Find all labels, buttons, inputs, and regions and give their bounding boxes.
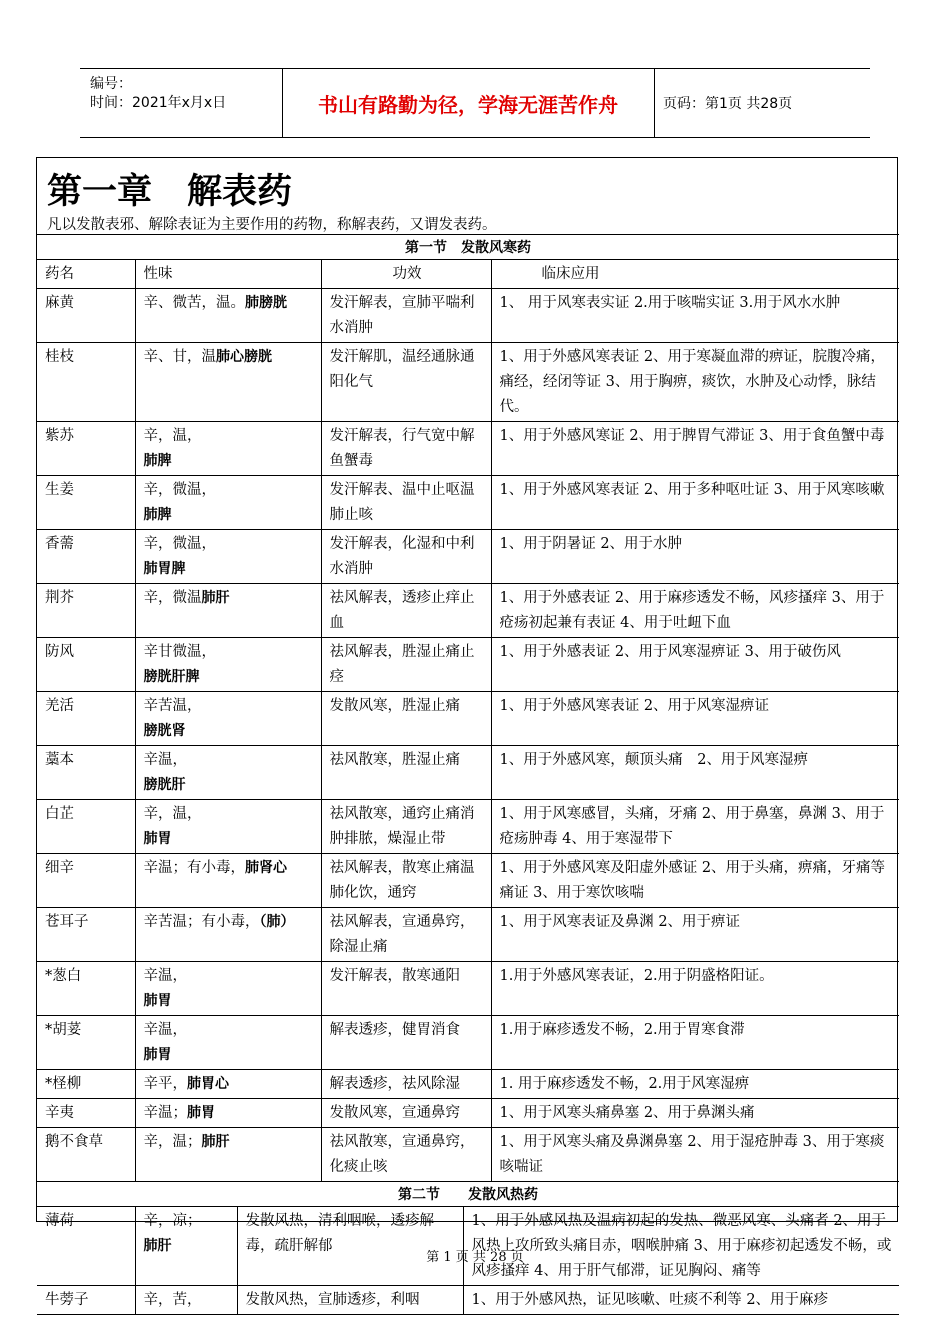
herb-taste: 辛温， <box>143 752 187 768</box>
herb-taste: 辛苦温， <box>143 698 202 714</box>
header-page-label: 页码：第1页 共28页 <box>663 96 793 112</box>
herb-name: 苍耳子 <box>37 908 135 962</box>
herb-effect: 解表透疹，健胃消食 <box>321 1016 491 1070</box>
table-row <box>37 1128 899 1182</box>
herb-taste-meridian <box>135 1070 321 1099</box>
herb-meridian: 肺胃 <box>143 831 172 847</box>
herb-meridian: 肺膀胱 <box>245 295 287 311</box>
herb-usage: 1、用于风寒头痛鼻塞 2、用于鼻渊头痛 <box>491 1099 899 1128</box>
table-row <box>37 422 899 476</box>
herb-effect: 发散风寒，宣通鼻窍 <box>321 1099 491 1128</box>
herb-taste: 辛，微温， <box>143 536 216 552</box>
herb-taste-meridian <box>135 343 321 422</box>
herb-name: *胡荽 <box>37 1016 135 1070</box>
herb-taste: 辛，凉； <box>143 1213 202 1229</box>
herb-usage: 1、 用于风寒表实证 2.用于咳喘实证 3.用于风水水肿 <box>491 289 899 343</box>
table-row <box>37 746 899 800</box>
herb-taste-meridian <box>135 289 321 343</box>
herb-taste-meridian <box>135 800 321 854</box>
herb-taste: 辛，微温， <box>143 482 216 498</box>
page-footer: 第 1 页 共 28 页 <box>426 1250 524 1265</box>
herb-name: 防风 <box>37 638 135 692</box>
table-row <box>37 584 899 638</box>
herb-effect: 发汗解表，宣肺平喘利水消肿 <box>321 289 491 343</box>
herb-taste: 辛，温， <box>143 428 202 444</box>
table-row <box>37 854 899 908</box>
column-header: 功效 <box>321 260 491 289</box>
herb-taste-meridian <box>135 638 321 692</box>
herb-effect: 祛风解表，胜湿止痛止痉 <box>321 638 491 692</box>
herb-name: 荆芥 <box>37 584 135 638</box>
herb-usage: 1、用于外感表证 2、用于风寒湿痹证 3、用于破伤风 <box>491 638 899 692</box>
section2-title: 第二节 发散风热药 <box>37 1181 899 1207</box>
herb-taste-meridian <box>135 962 321 1016</box>
section1-title: 第一节 发散风寒药 <box>37 234 899 260</box>
herb-usage: 1、用于外感风热及温病初起的发热、微恶风寒、头痛者 2、用于风热上攻所致头痛目赤，咽喉肿痛 3、用于麻疹初起透发不畅，或风疹搔痒 4、用于肝气郁滞，证见胸闷、痛等 <box>463 1207 899 1286</box>
chapter-title: 第一章 解表药 <box>47 172 293 212</box>
herb-usage: 1、用于阴暑证 2、用于水肿 <box>491 530 899 584</box>
herb-effect: 发汗解肌，温经通脉通阳化气 <box>321 343 491 422</box>
table-header-row <box>37 260 899 289</box>
herb-taste: 辛甘微温， <box>143 644 216 660</box>
herb-effect: 发散风热，宣肺透疹，利咽 <box>237 1286 463 1315</box>
herb-meridian: 肺肝 <box>143 1238 172 1254</box>
herb-meridian: 肺心膀胱 <box>216 349 272 365</box>
herb-usage: 1、用于外感风寒表证 2、用于风寒湿痹证 <box>491 692 899 746</box>
table-row <box>37 1286 899 1315</box>
herb-taste: 辛、微苦，温。 <box>143 295 245 311</box>
herb-meridian: 肺脾 <box>143 453 172 469</box>
herb-effect: 祛风散寒，宣通鼻窍， 化痰止咳 <box>321 1128 491 1182</box>
herb-name: 鹅不食草 <box>37 1128 135 1182</box>
page-header <box>80 68 870 138</box>
herb-usage: 1、用于风寒头痛及鼻渊鼻塞 2、用于湿疮肿毒 3、用于寒痰咳喘证 <box>491 1128 899 1182</box>
table-row <box>37 343 899 422</box>
herb-effect: 发汗解表，散寒通阳 <box>321 962 491 1016</box>
table-row <box>37 1099 899 1128</box>
herb-taste: 辛温；有小毒， <box>143 860 245 876</box>
herb-meridian: 肺肾心 <box>245 860 287 876</box>
herb-taste-meridian <box>135 476 321 530</box>
herb-usage: 1.用于外感风寒表证，2.用于阴盛格阳证。 <box>491 962 899 1016</box>
herb-meridian: 肺脾 <box>143 507 172 523</box>
herb-meridian: 膀胱肝脾 <box>143 669 200 685</box>
table-row <box>37 962 899 1016</box>
herb-taste-meridian <box>135 1099 321 1128</box>
table-row <box>37 1016 899 1070</box>
table-row <box>37 908 899 962</box>
herb-usage: 1、用于外感风寒表证 2、用于寒凝血滞的痹证，脘腹冷痛，痛经，经闭等证 3、用于胸痹，痰饮，水肿及心动悸，脉结代。 <box>491 343 899 422</box>
herb-effect: 发汗解表，化湿和中利水消肿 <box>321 530 491 584</box>
herb-name: 藁本 <box>37 746 135 800</box>
herb-taste: 辛平， <box>143 1076 187 1092</box>
herb-name: 桂枝 <box>37 343 135 422</box>
table-row <box>37 289 899 343</box>
herb-name: *葱白 <box>37 962 135 1016</box>
herb-taste: 辛，温； <box>143 1134 202 1150</box>
herb-usage: 1、用于风寒感冒，头痛，牙痛 2、用于鼻塞，鼻渊 3、用于疮疡肿毒 4、用于寒湿带下 <box>491 800 899 854</box>
table-row <box>37 692 899 746</box>
herb-name: 细辛 <box>37 854 135 908</box>
herb-taste: 辛温； <box>143 1105 187 1121</box>
herb-name: 麻黄 <box>37 289 135 343</box>
herb-effect: 祛风解表，宣通鼻窍， 除湿止痛 <box>321 908 491 962</box>
section1-table <box>37 259 899 1182</box>
herb-meridian: 肺胃脾 <box>143 561 186 577</box>
herb-taste-meridian <box>135 854 321 908</box>
herb-meridian: 膀胱肝 <box>143 777 186 793</box>
herb-name: 辛夷 <box>37 1099 135 1128</box>
herb-usage: 1、用于风寒表证及鼻渊 2、用于痹证 <box>491 908 899 962</box>
herb-effect: 发散风寒，胜湿止痛 <box>321 692 491 746</box>
herb-taste-meridian <box>135 908 321 962</box>
herb-effect: 祛风散寒，通窍止痛消肿排脓，燥湿止带 <box>321 800 491 854</box>
herb-name: *柽柳 <box>37 1070 135 1099</box>
herb-name: 紫苏 <box>37 422 135 476</box>
herb-name: 香薷 <box>37 530 135 584</box>
herb-taste-meridian <box>135 1016 321 1070</box>
herb-usage: 1. 用于麻疹透发不畅，2.用于风寒湿痹 <box>491 1070 899 1099</box>
herb-name: 牛蒡子 <box>37 1286 135 1315</box>
herb-effect: 祛风散寒，胜湿止痛 <box>321 746 491 800</box>
herb-taste-meridian <box>135 746 321 800</box>
herb-taste: 辛温， <box>143 968 187 984</box>
herb-effect: 祛风解表，透疹止痒止血 <box>321 584 491 638</box>
herb-meridian: 肺肝 <box>201 1134 230 1150</box>
herb-meridian: （肺） <box>259 914 295 930</box>
herb-taste: 辛，温， <box>143 806 202 822</box>
chapter-intro: 凡以发散表邪、解除表证为主要作用的药物，称解表药，又谓发表药。 <box>47 217 497 233</box>
herb-name: 白芷 <box>37 800 135 854</box>
herb-meridian: 膀胱肾 <box>143 723 186 739</box>
herb-usage: 1.用于麻疹透发不畅，2.用于胃寒食滞 <box>491 1016 899 1070</box>
herb-taste-meridian <box>135 422 321 476</box>
column-header: 药名 <box>37 260 135 289</box>
herb-name: 生姜 <box>37 476 135 530</box>
herb-usage: 1、用于外感风寒证 2、用于脾胃气滞证 3、用于食鱼蟹中毒 <box>491 422 899 476</box>
herb-usage: 1、用于外感风热，证见咳嗽、吐痰不利等 2、用于麻疹 <box>463 1286 899 1315</box>
herb-name: 羌活 <box>37 692 135 746</box>
herb-usage: 1、用于外感表证 2、用于麻疹透发不畅，风疹搔痒 3、用于疮疡初起兼有表证 4、用于吐衄下血 <box>491 584 899 638</box>
herb-meridian: 肺胃 <box>187 1105 215 1121</box>
herb-taste: 辛、甘，温 <box>143 349 216 365</box>
herb-taste: 辛温， <box>143 1022 187 1038</box>
column-header: 临床应用 <box>491 260 899 289</box>
herb-usage: 1、用于外感风寒，颠顶头痛 2、用于风寒湿痹 <box>491 746 899 800</box>
herb-meridian: 肺胃 <box>143 993 172 1009</box>
table-row <box>37 1070 899 1099</box>
herb-taste-meridian <box>135 530 321 584</box>
herb-taste: 辛，苦， <box>143 1292 202 1308</box>
herb-usage: 1、用于外感风寒及阳虚外感证 2、用于头痛，痹痛，牙痛等痛证 3、用于寒饮咳喘 <box>491 854 899 908</box>
herb-usage: 1、用于外感风寒表证 2、用于多种呕吐证 3、用于风寒咳嗽 <box>491 476 899 530</box>
herb-taste: 辛，微温 <box>143 590 202 606</box>
number-label: 编号： <box>90 76 132 92</box>
herb-taste-meridian <box>135 584 321 638</box>
herb-effect: 发汗解表、温中止呕温肺止咳 <box>321 476 491 530</box>
herb-effect: 解表透疹，祛风除湿 <box>321 1070 491 1099</box>
date-label: 时间：2021年x月x日 <box>90 95 227 111</box>
herb-taste: 辛苦温；有小毒， <box>143 914 260 930</box>
header-info-cell <box>80 69 283 137</box>
table-row <box>37 476 899 530</box>
herb-effect: 发汗解表，行气宽中解鱼蟹毒 <box>321 422 491 476</box>
table-row <box>37 530 899 584</box>
herb-meridian: 肺胃 <box>143 1047 172 1063</box>
herb-taste-meridian <box>135 1128 321 1182</box>
column-header: 性味 <box>135 260 321 289</box>
table-row <box>37 800 899 854</box>
herb-effect: 发散风热，清利咽喉，透疹解毒，疏肝解郁 <box>237 1207 463 1286</box>
herb-name: 薄荷 <box>37 1207 135 1286</box>
table-row <box>37 638 899 692</box>
herb-taste-meridian <box>135 692 321 746</box>
header-motto: 书山有路勤为径，学海无涯苦作舟 <box>282 69 655 137</box>
herb-meridian: 肺肝 <box>201 590 230 606</box>
herb-meridian: 肺胃心 <box>187 1076 229 1092</box>
herb-taste-meridian <box>135 1286 237 1315</box>
herb-effect: 祛风解表，散寒止痛温肺化饮，通窍 <box>321 854 491 908</box>
